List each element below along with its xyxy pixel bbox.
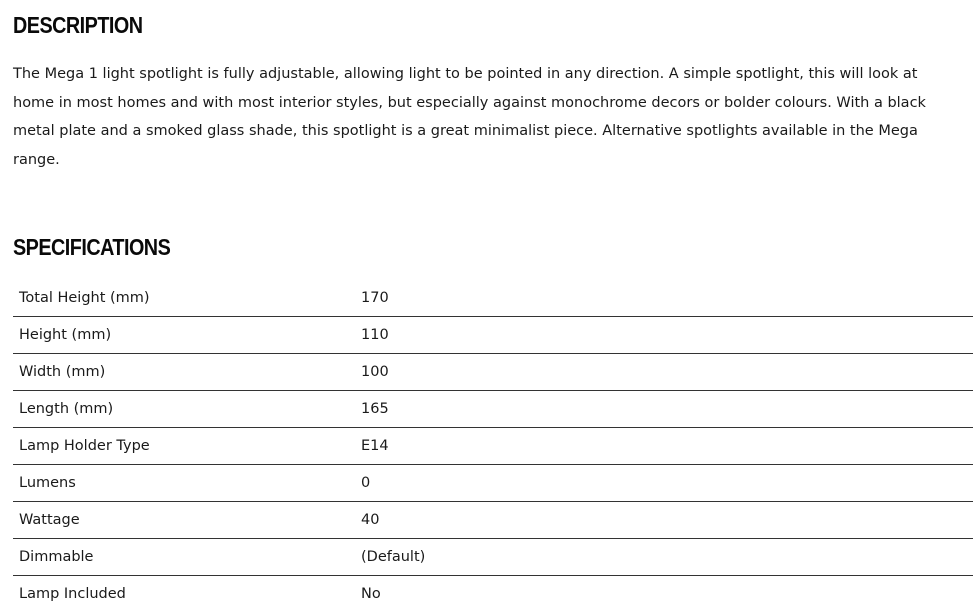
- spec-label: Lamp Included: [13, 576, 361, 612]
- spec-value: 100: [361, 354, 973, 391]
- specifications-table: [13, 280, 973, 612]
- spec-value: (Default): [361, 539, 973, 576]
- spec-label: Length (mm): [13, 391, 361, 428]
- spec-value: No: [361, 576, 973, 612]
- description-text: The Mega 1 light spotlight is fully adjustable, allowing light to be pointed in any direction. A simple spotlight, this will look at home in most homes and with most interior styles, but especially against monochrome decors or bolder colours. With a black metal plate and a smoked glass shade, this spotlight is a great minimalist piece. Alternative spotlights available in the Mega range.: [13, 60, 958, 175]
- table-row: [13, 391, 973, 428]
- table-row: [13, 465, 973, 502]
- table-row: [13, 428, 973, 465]
- table-row: [13, 317, 973, 354]
- spec-label: Wattage: [13, 502, 361, 539]
- spec-value: 40: [361, 502, 973, 539]
- table-row: [13, 576, 973, 612]
- table-row: [13, 354, 973, 391]
- spec-label: Total Height (mm): [13, 280, 361, 317]
- spec-value: 170: [361, 280, 973, 317]
- spec-label: Lumens: [13, 465, 361, 502]
- specifications-heading: SPECIFICATIONS: [13, 234, 170, 261]
- spec-label: Height (mm): [13, 317, 361, 354]
- table-row: [13, 280, 973, 317]
- spec-label: Width (mm): [13, 354, 361, 391]
- spec-label: Dimmable: [13, 539, 361, 576]
- table-row: [13, 502, 973, 539]
- spec-value: 110: [361, 317, 973, 354]
- spec-value: 165: [361, 391, 973, 428]
- spec-value: 0: [361, 465, 973, 502]
- spec-label: Lamp Holder Type: [13, 428, 361, 465]
- table-row: [13, 539, 973, 576]
- spec-value: E14: [361, 428, 973, 465]
- description-heading: DESCRIPTION: [13, 12, 143, 39]
